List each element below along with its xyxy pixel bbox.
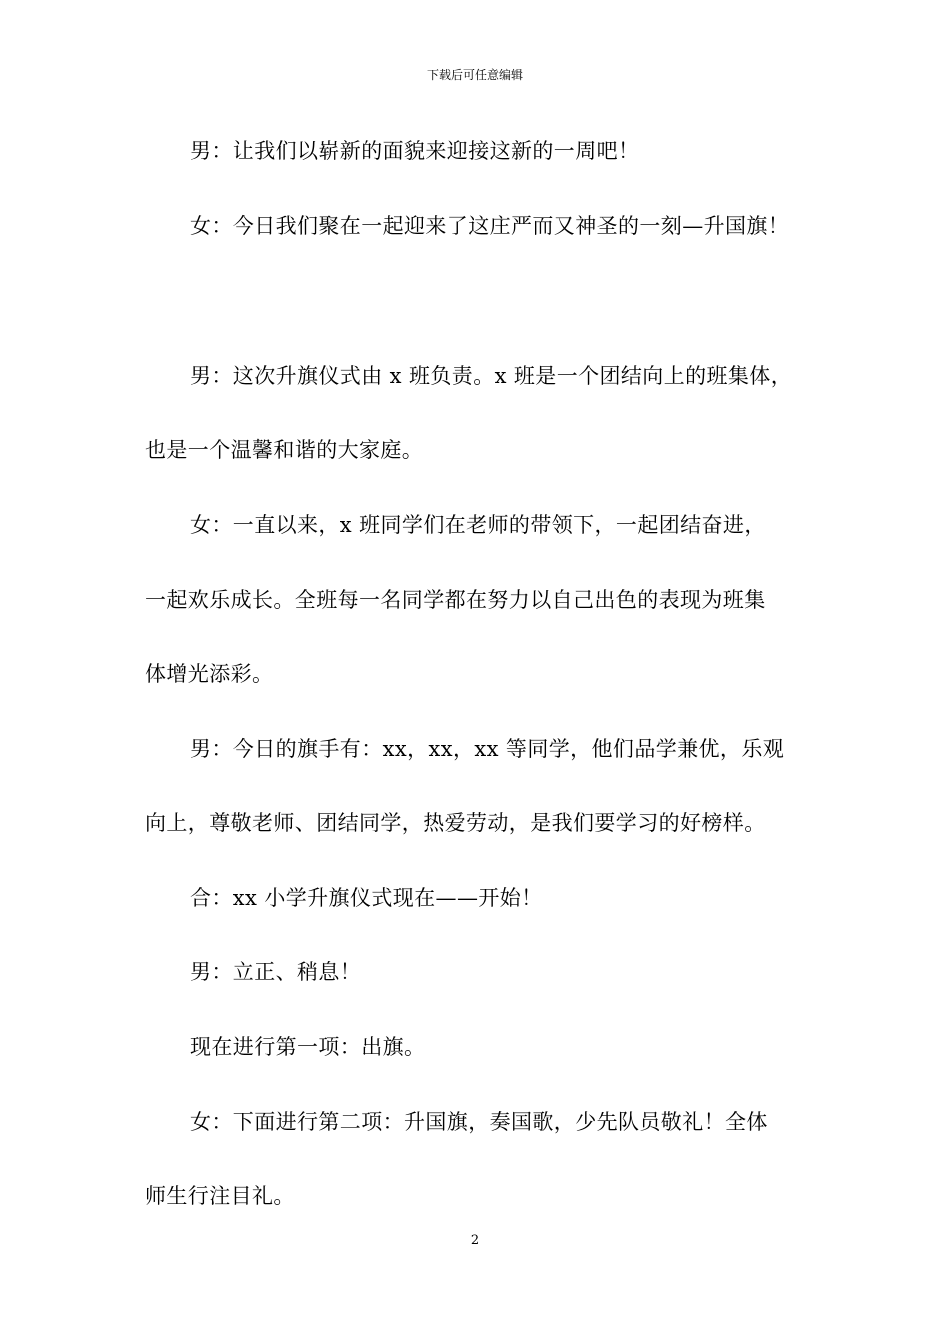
paragraph-line: 男：立正、稍息！ — [190, 960, 362, 984]
paragraph-line: 合：xx 小学升旗仪式现在——开始！ — [190, 886, 543, 910]
page-header: 下载后可任意编辑 — [426, 68, 523, 82]
paragraph-line: 一起欢乐成长。全班每一名同学都在努力以自己出色的表现为班集 — [145, 588, 766, 612]
paragraph-line: 体增光添彩。 — [145, 662, 274, 686]
page-number: 2 — [470, 1233, 480, 1248]
paragraph-line: 男：今日的旗手有：xx，xx，xx 等同学，他们品学兼优，乐观 — [190, 737, 785, 761]
paragraph-line: 男：让我们以崭新的面貌来迎接这新的一周吧！ — [190, 139, 640, 163]
paragraph-line: 向上，尊敬老师、团结同学，热爱劳动，是我们要学习的好榜样。 — [145, 811, 766, 835]
paragraph-line: 师生行注目礼。 — [145, 1184, 295, 1208]
paragraph-line: 男：这次升旗仪式由 x 班负责。x 班是一个团结向上的班集体， — [190, 364, 793, 388]
paragraph-line: 女：下面进行第二项：升国旗，奏国歌，少先队员敬礼！全体 — [190, 1110, 768, 1134]
paragraph-line: 现在进行第一项：出旗。 — [190, 1035, 426, 1059]
paragraph-line: 女：今日我们聚在一起迎来了这庄严而又神圣的一刻—升国旗！ — [190, 214, 790, 238]
paragraph-line: 也是一个温馨和谐的大家庭。 — [145, 438, 424, 462]
paragraph-line: 女：一直以来，x 班同学们在老师的带领下，一起团结奋进， — [190, 513, 766, 537]
